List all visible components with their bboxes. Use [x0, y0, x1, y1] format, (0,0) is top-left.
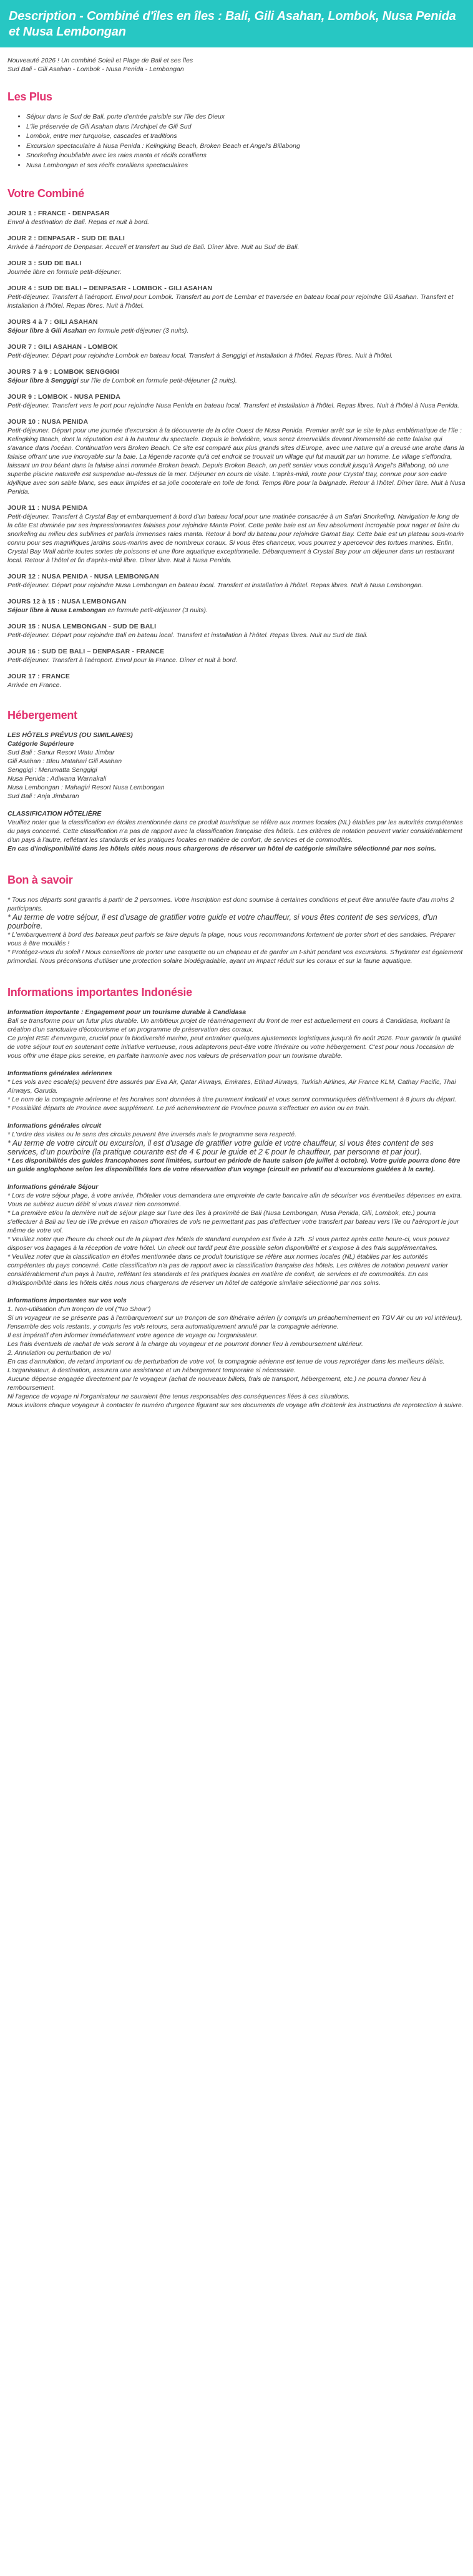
page-title: Description - Combiné d'îles en îles : Bali, Gili Asahan, Lombok, Nusa Penida et Nusa Lembongan	[9, 9, 456, 39]
info-text: * L'ordre des visites ou le sens des circuits peuvent être inversés mais le programme sera respecté.	[7, 1131, 297, 1138]
info-text: * Veuillez noter que l'heure du check out de la plupart des hôtels de standard européen est fixée à 12h. Si vous partez après cette heure-ci, vous pouvez disposer vos bagages à la réception de votre hôtel. Un check out tardif peut être possible selon disponibilité et s'expose à des frais supplémentaires.	[7, 1236, 450, 1252]
hotels-title: LES HÔTELS PRÉVUS (OU SIMILAIRES)	[7, 731, 133, 739]
hotel-line: Gili Asahan : Bleu Matahari Gili Asahan	[7, 758, 122, 765]
info-text: Aucune dépense engagée directement par le voyageur (achat de nouveaux billets, frais de transport, hébergement, etc.) ne pourra donner lieu à remboursement.	[7, 1375, 426, 1392]
list-item: • Lombok, entre mer turquoise, cascades et traditions	[26, 132, 466, 142]
tip-line: * Tous nos départs sont garantis à partir de 2 personnes. Votre inscription est donc soumise à certaines conditions et peut être annulée faute d'au moins 2 participants.	[7, 896, 454, 912]
day-text: Arrivée à l'aéroport de Denpasar. Accueil et transfert au Sud de Bali. Dîner libre. Nuit au Sud de Bali.	[7, 243, 300, 251]
itinerary-day	[7, 622, 466, 640]
day-title: JOUR 12 : NUSA PENIDA - NUSA LEMBONGAN	[7, 573, 159, 580]
intro-line: Sud Bali - Gili Asahan - Lombok - Nusa Penida - Lembongan	[7, 66, 184, 73]
hotel-line: Senggigi : Merumatta Senggigi	[7, 766, 97, 774]
plus-list	[7, 112, 466, 170]
info-title: Informations générales aériennes	[7, 1070, 112, 1077]
itinerary-day	[7, 572, 466, 590]
info-text: L'organisateur, à destination, assurera une assistance et un hébergement temporaire si nécessaire.	[7, 1367, 296, 1374]
itinerary-day	[7, 597, 466, 615]
day-text: Envol à destination de Bali. Repas et nuit à bord.	[7, 218, 150, 226]
info-text: * Lors de votre séjour plage, à votre arrivée, l'hôtelier vous demandera une empreinte de carte bancaire afin de sécuriser vos éventuelles dépenses en extra. Vous ne subirez aucun débit si vous n'avez rien consommé.	[7, 1192, 462, 1208]
day-body	[7, 326, 466, 335]
tip-line: * Au terme de votre séjour, il est d'usage de gratifier votre guide et votre chauffeur, si vous êtes content de ses services, d'un pourboire.	[7, 913, 437, 930]
hotel-line: Sud Bali : Sanur Resort Watu Jimbar	[7, 749, 115, 756]
day-text: Petit-déjeuner. Départ pour rejoindre Lombok en bateau local. Transfert à Senggigi et installation à l'hôtel. Repas libres. Nuit à l'hôtel.	[7, 352, 393, 359]
day-title: JOUR 16 : SUD DE BALI – DENPASAR - FRANCE	[7, 648, 165, 655]
info-text: En cas d'annulation, de retard important ou de perturbation de votre vol, la compagnie aérienne est tenue de vous reprotéger dans les meilleurs délais.	[7, 1358, 445, 1365]
day-body	[7, 218, 466, 227]
day-title: JOUR 7 : GILI ASAHAN - LOMBOK	[7, 343, 118, 351]
day-body	[7, 293, 466, 310]
itinerary-day	[7, 647, 466, 665]
day-body	[7, 351, 466, 360]
info-text: * Les vols avec escale(s) peuvent être assurés par Eva Air, Qatar Airways, Emirates, Etihad Airways, Turkish Airlines, Air France KLM, Cathay Pacific, Thai Airways, Garuda.	[7, 1078, 456, 1095]
day-text: Petit-déjeuner. Départ pour rejoindre Nusa Lembongan en bateau local. Transfert et installation à l'hôtel. Repas libres. Nuit à Nusa Lembongan.	[7, 582, 424, 589]
day-body	[7, 631, 466, 640]
info-text: Nous invitons chaque voyageur à contacter le numéro d'urgence figurant sur ses documents de voyage afin d'obtenir les instructions de reprotection à suivre.	[7, 1402, 464, 1409]
info-block-vols	[7, 1296, 466, 1410]
itinerary-day	[7, 234, 466, 251]
itinerary-day	[7, 284, 466, 310]
list-item: • Nusa Lembongan et ses récifs coralliens spectaculaires	[26, 161, 466, 171]
section-heading-combine: Votre Combiné	[7, 187, 84, 200]
list-item: • Séjour dans le Sud de Bali, porte d'entrée paisible sur l'île des Dieux	[26, 112, 466, 122]
day-title: JOUR 17 : FRANCE	[7, 673, 71, 680]
day-body	[7, 268, 466, 276]
itinerary-day	[7, 417, 466, 496]
intro-line: Nouveauté 2026 ! Un combiné Soleil et Plage de Bali et ses îles	[7, 57, 193, 64]
info-text: Ce projet RSE d'envergure, crucial pour la biodiversité marine, peut entraîner quelques ajustements logistiques jusqu'à fin août 2026. Pour garantir la qualité de votre séjour tout en soutenant cette initiative vertueuse, nous adapterons peut-être votre itinéraire ou votre hébergement. C'est pour nous l'occasion de vous offrir une étape plus sereine, en parfaite harmonie avec nos valeurs de préservation pour un tourisme durable.	[7, 1035, 462, 1060]
page-title-banner	[0, 0, 473, 47]
info-title: Informations générale Séjour	[7, 1183, 99, 1191]
day-text: Petit-déjeuner. Transfert à l'aéroport. Envol pour la France. Dîner et nuit à bord.	[7, 656, 238, 664]
day-text: Petit-déjeuner. Départ pour une journée d'excursion à la découverte de la côte Ouest de Nusa Penida. Premier arrêt sur le site le plus emblématique de l'île : Kelingking Beach, dont la réputation est à la hauteur du spectacle. Depuis le belvédère, vous serez émerveillés devant l'immensité de cette falaise qui s'avance dans l'océan. Continuation vers Broken Beach. Ce site est comparé aux plus grands sites d'Europe, avec une nature qui a creusé une arche dans la falaise offrant une vue incroyable sur la baie. La légende raconte qu'à cet endroit se trouvait un village qui fut maudit par un homme. Le village s'effondra, laissant un trou béant dans la falaise ainsi nommée Broken beach. Depuis Broken Beach, un petit sentier vous conduit jusqu'à Angel's Billabong, où une superbe piscine naturelle est suspendue au-dessus de la mer. Déjeuner en cours de visite. L'après-midi, route pour Crystal Bay, connue pour son cadre idyllique avec son sable blanc, ses eaux limpides et sa jolie cocoteraie en toile de fond. Temps libre pour la baignade. Retour à l'hôtel. Dîner libre. Nuit à Nusa Penida.	[7, 427, 466, 495]
classification-text: Veuillez noter que la classification en étoiles mentionnée dans ce produit touristique se réfère aux normes locales (NL) établies par les autorités compétentes du pays concerné. Cette classification n'a pas de rapport avec la classification française des hôtels. Les critères de notation peuvent varier considérablement d'un pays à l'autre, reflétant les standards et les pratiques locales en matière de confort, de services et de commodités.	[7, 819, 463, 844]
day-body	[7, 243, 466, 251]
intro	[7, 56, 466, 74]
classification-block	[7, 809, 466, 853]
day-stay-label: Séjour libre à Nusa Lembongan	[7, 607, 106, 614]
day-title: JOUR 10 : NUSA PENIDA	[7, 418, 89, 426]
day-text: sur l'île de Lombok en formule petit-déjeuner (2 nuits).	[78, 377, 237, 384]
hotel-line: Nusa Penida : Adiwana Warnakali	[7, 775, 107, 783]
day-title: JOURS 4 à 7 : GILI ASAHAN	[7, 318, 98, 326]
list-item: • Snorkeling inoubliable avec les raies manta et récifs coralliens	[26, 151, 466, 161]
day-body	[7, 376, 466, 385]
hotel-line: Sud Bali : Anja Jimbaran	[7, 793, 79, 800]
info-text: * Au terme de votre circuit ou excursion, il est d'usage de gratifier votre guide et votre chauffeur, si vous êtes content de ses services, d'un pourboire (la pratique courante est de 4 € pour le guide et 2 € pour le chauffeur, par personne et par jour).	[7, 1139, 434, 1156]
info-text: * Possibilité départs de Province avec supplément. Le pré acheminement de Province pourra s'effectuer en avion ou en train.	[7, 1105, 371, 1112]
itinerary-day	[7, 209, 466, 227]
info-text: * Les disponibilités des guides francophones sont limitées, surtout en période de haute saison (de juillet à octobre). Votre guide pourra donc être un guide anglophone selon les disponibilités lors de votre réservation d'un voyage (circuit en privatif ou d'excursions guidées à la carte).	[7, 1157, 461, 1173]
section-heading-hebergement: Hébergement	[7, 709, 77, 721]
section-heading-infos: Informations importantes Indonésie	[7, 986, 192, 998]
day-title: JOURS 12 à 15 : NUSA LEMBONGAN	[7, 598, 127, 605]
content	[0, 56, 473, 1410]
info-block-aerien	[7, 1069, 466, 1113]
hotels-block	[7, 731, 466, 801]
day-body	[7, 512, 466, 565]
day-text: en formule petit-déjeuner (3 nuits).	[86, 327, 189, 334]
info-block-circuit	[7, 1121, 466, 1174]
tip-line: * L'embarquement à bord des bateaux peut parfois se faire depuis la plage, nous vous recommandons fortement de porter short et des sandales. Préparer vous à être mouillés !	[7, 931, 456, 947]
day-stay-label: Séjour libre à Gili Asahan	[7, 327, 87, 334]
itinerary-day	[7, 393, 466, 410]
info-text: Bali se transforme pour un futur plus durable. Un ambitieux projet de réaménagement du front de mer est actuellement en cours à Candidasa, incluant la création d'un sanctuaire d'écotourisme et un programme de préservation des coraux.	[7, 1017, 451, 1033]
info-text: * La première et/ou la dernière nuit de séjour plage sur l'une des îles à proximité de Bali (Nusa Lembongan, Nusa Penida, Gili, Lombok, etc.) pourra s'effectuer à Bali au lieu de l'île prévue en raison d'horaires de vols ne permettant pas pas d'effectuer votre transfert par bateau vers l'île ou l'aéroport le jour même de votre vol.	[7, 1209, 459, 1234]
info-title: Information importante : Engagement pour un tourisme durable à Candidasa	[7, 1008, 246, 1016]
day-text: Petit-déjeuner. Transfert vers le port pour rejoindre Nusa Penida en bateau local. Transfert et installation à l'hôtel. Repas libres. Nuit à l'hôtel à Nusa Penida.	[7, 402, 460, 409]
day-body	[7, 681, 466, 690]
day-title: JOUR 15 : NUSA LEMBONGAN - SUD DE BALI	[7, 623, 157, 630]
section-heading-plus: Les Plus	[7, 90, 52, 103]
day-text: Petit-déjeuner. Départ pour rejoindre Bali en bateau local. Transfert et installation à l'hôtel. Repas libres. Nuit au Sud de Bali.	[7, 632, 368, 639]
info-text: * Le nom de la compagnie aérienne et les horaires sont données à titre purement indicatif et vous seront communiquées définitivement à 8 jours du départ.	[7, 1096, 457, 1103]
day-stay-label: Séjour libre à Senggigi	[7, 377, 79, 384]
day-title: JOUR 1 : FRANCE - DENPASAR	[7, 210, 110, 217]
day-text: en formule petit-déjeuner (3 nuits).	[105, 607, 208, 614]
itinerary-day	[7, 368, 466, 385]
info-title: Informations importantes sur vos vols	[7, 1297, 127, 1304]
day-text: Arrivée en France.	[7, 681, 62, 689]
day-title: JOUR 11 : NUSA PENIDA	[7, 504, 88, 512]
day-body	[7, 401, 466, 410]
info-text: Les frais éventuels de rachat de vols seront à la charge du voyageur et ne pourront donner lieu à remboursement ultérieur.	[7, 1340, 363, 1348]
itinerary-day	[7, 318, 466, 335]
day-body	[7, 581, 466, 590]
itinerary-day	[7, 343, 466, 360]
day-body	[7, 426, 466, 496]
day-text: Journée libre en formule petit-déjeuner.	[7, 268, 122, 276]
itinerary	[7, 209, 466, 690]
hotels-category: Catégorie Supérieure	[7, 740, 74, 748]
section-heading-bon-a-savoir: Bon à savoir	[7, 874, 73, 886]
info-text: 1. Non-utilisation d'un tronçon de vol ("No Show")	[7, 1305, 151, 1313]
classification-note: En cas d'indisponibilité dans les hôtels cités nous nous chargerons de réserver un hôtel de catégorie similaire sélectionné par nos soins.	[7, 845, 436, 852]
info-text: * Veuillez noter que la classification en étoiles mentionnée dans ce produit touristique se réfère aux normes locales (NL) établies par les autorités compétentes du pays concerné. Cette classification n'a pas de rapport avec la classification française des hôtels. Les critères de notation peuvent varier considérablement d'un pays à l'autre, reflétant les standards et les pratiques locales en matière de confort, de services et de commodités. En cas d'indisponibilité dans les hôtels cités nous nous chargerons de réserver un hôtel de catégorie similaire sélectionné par nos soins.	[7, 1253, 448, 1287]
day-body	[7, 656, 466, 665]
info-block-durable	[7, 1008, 466, 1060]
info-text: Si un voyageur ne se présente pas à l'embarquement sur un tronçon de son itinéraire aérien (y compris un préacheminement en TGV Air ou un vol intérieur), l'ensemble des vols restants, y compris les vols retours, sera automatiquement annulé par la compagnie aérienne.	[7, 1314, 462, 1330]
itinerary-day	[7, 504, 466, 565]
day-body	[7, 606, 466, 615]
day-title: JOUR 4 : SUD DE BALI – DENPASAR - LOMBOK - GILI ASAHAN	[7, 285, 213, 292]
itinerary-day	[7, 259, 466, 276]
day-text: Petit-déjeuner. Transfert à l'aéroport. Envol pour Lombok. Transfert au port de Lembar et traversée en bateau local pour rejoindre Gili Asahan. Transfert et installation à l'hôtel. Repas libres. Nuit à l'hôtel.	[7, 293, 454, 310]
classification-title: CLASSIFICATION HÔTELIÈRE	[7, 810, 102, 817]
day-title: JOURS 7 à 9 : LOMBOK SENGGIGI	[7, 368, 120, 376]
list-item: • L'île préservée de Gili Asahan dans l'Archipel de Gili Sud	[26, 122, 466, 132]
day-text: Petit-déjeuner. Transfert à Crystal Bay et embarquement à bord d'un bateau local pour une matinée consacrée à un Safari Snorkeling. Navigation le long de la côte Est dominée par ses impressionnantes falaises pour rejoindre Manta Point. Cette petite baie est un lieu absolument incroyable pour nager et faire du snorkeling au milieu des sublimes et parfois immenses raies manta. Retour à bord du bateau pour rejoindre Gamat Bay. Cette baie est un plateau sous-marin connu pour ses magnifiques jardins sous-marins avec de nombreux coraux. Si vous êtes chanceux, vous pourrez y apercevoir des tortues marines. Enfin, Crystal Bay Wall abrite toutes sortes de poissons et une flore aquatique exceptionnelle. Débarquement à Crystal Bay pour un déjeuner dans un restaurant local. Retour à l'hôtel et fin d'après-midi libre. Dîner libre. Nuit à Nusa Penida.	[7, 513, 464, 564]
day-title: JOUR 9 : LOMBOK - NUSA PENIDA	[7, 393, 121, 401]
day-title: JOUR 2 : DENPASAR - SUD DE BALI	[7, 235, 125, 242]
info-text: Ni l'agence de voyage ni l'organisateur ne sauraient être tenus responsables des conséquences liées à ces situations.	[7, 1393, 350, 1400]
tip-line: * Protégez-vous du soleil ! Nous conseillons de porter une casquette ou un chapeau et de garder un t-shirt pendant vos excursions. S'hydrater est également primordial. Nous préconisons d'utiliser une protection solaire biodégradable, ayant un impact réduit sur les coraux et sur la faune aquatique.	[7, 949, 463, 965]
hotel-line: Nusa Lembongan : Mahagiri Resort Nusa Lembongan	[7, 784, 165, 791]
info-block-sejour	[7, 1183, 466, 1287]
bon-a-savoir-block	[7, 895, 466, 965]
list-item: • Excursion spectaculaire à Nusa Penida : Kelingking Beach, Broken Beach et Angel's Billabong	[26, 142, 466, 152]
day-title: JOUR 3 : SUD DE BALI	[7, 260, 82, 267]
info-title: Informations générales circuit	[7, 1122, 101, 1129]
itinerary-day	[7, 672, 466, 690]
info-text: 2. Annulation ou perturbation de vol	[7, 1349, 111, 1357]
info-text: Il est impératif d'en informer immédiatement votre agence de voyage ou l'organisateur.	[7, 1332, 258, 1339]
